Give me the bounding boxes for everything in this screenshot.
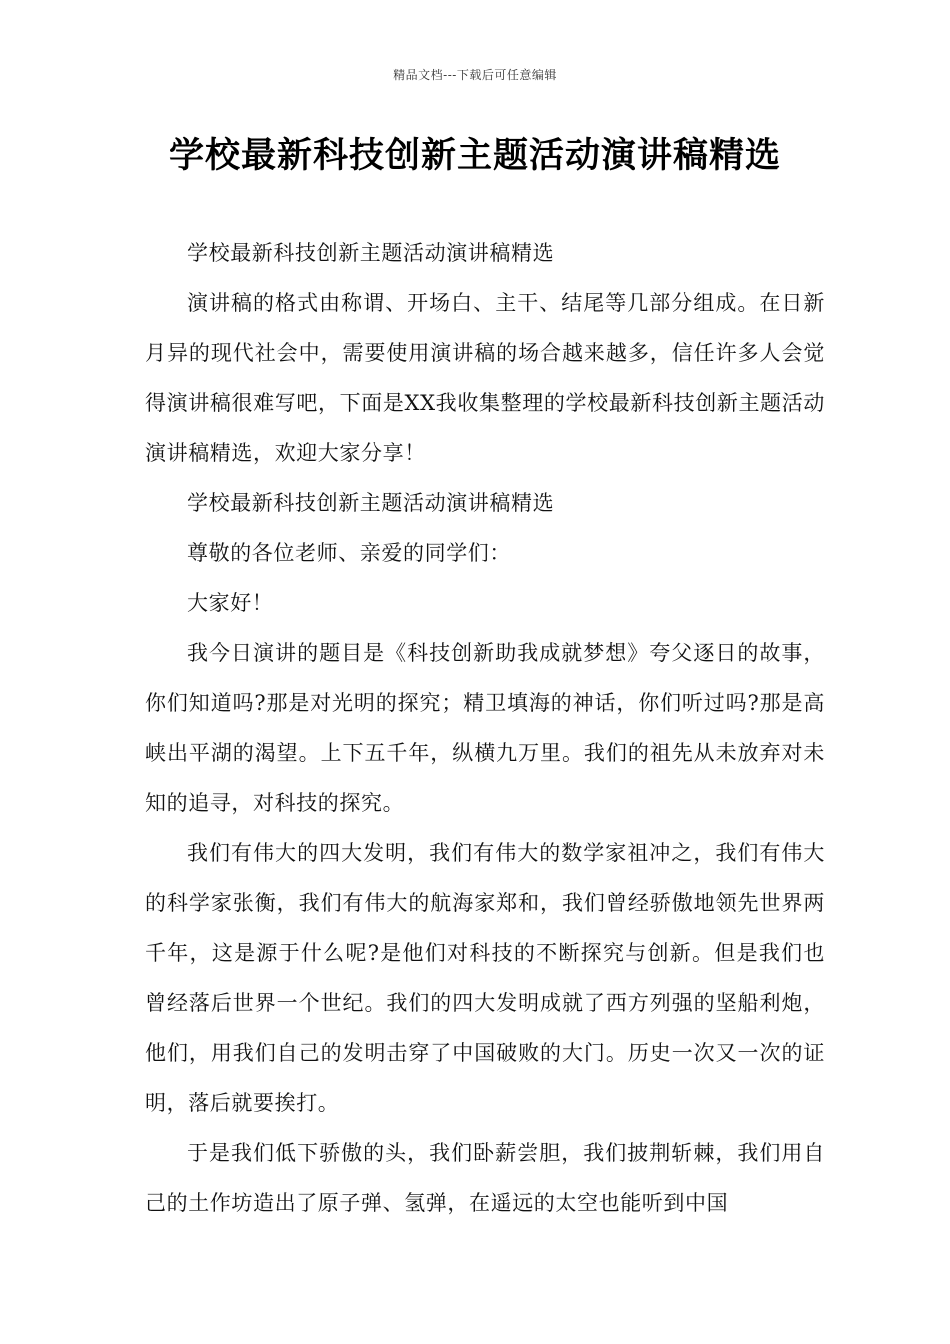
paragraph: 演讲稿的格式由称谓、开场白、主干、结尾等几部分组成。在日新月异的现代社会中，需要使用演讲稿的场合越来越多，信任许多人会觉得演讲稿很难写吧，下面是XX我收集整理的学校最新科技创新主题活动演讲稿精选，欢迎大家分享！ [145,291,825,465]
paragraph: 学校最新科技创新主题活动演讲稿精选 [187,241,555,265]
paragraph: 我今日演讲的题目是《科技创新助我成就梦想》夸父逐日的故事，你们知道吗?那是对光明的探究；精卫填海的神话，你们听过吗?那是高峡出平湖的渴望。上下五千年，纵横九万里。我们的祖先从未放弃对未知的追寻，对科技的探究。 [145,641,825,815]
paragraph: 尊敬的各位老师、亲爱的同学们： [187,541,511,565]
paragraph: 于是我们低下骄傲的头，我们卧薪尝胆，我们披荆斩棘，我们用自己的土作坊造出了原子弹、氢弹，在遥远的太空也能听到中国 [145,1141,825,1215]
paragraph: 大家好！ [187,591,274,615]
paragraph: 我们有伟大的四大发明，我们有伟大的数学家祖冲之，我们有伟大的科学家张衡，我们有伟大的航海家郑和，我们曾经骄傲地领先世界两千年，这是源于什么呢?是他们对科技的不断探究与创新。但是我们也曾经落后世界一个世纪。我们的四大发明成就了西方列强的坚船利炮，他们，用我们自己的发明击穿了中国破败的大门。历史一次又一次的证明，落后就要挨打。 [145,841,825,1115]
document-body [145,228,825,1228]
paragraph: 学校最新科技创新主题活动演讲稿精选 [187,491,555,515]
header-note: 精品文档---下载后可任意编辑 [393,68,557,82]
document-title: 学校最新科技创新主题活动演讲稿精选 [168,136,781,176]
